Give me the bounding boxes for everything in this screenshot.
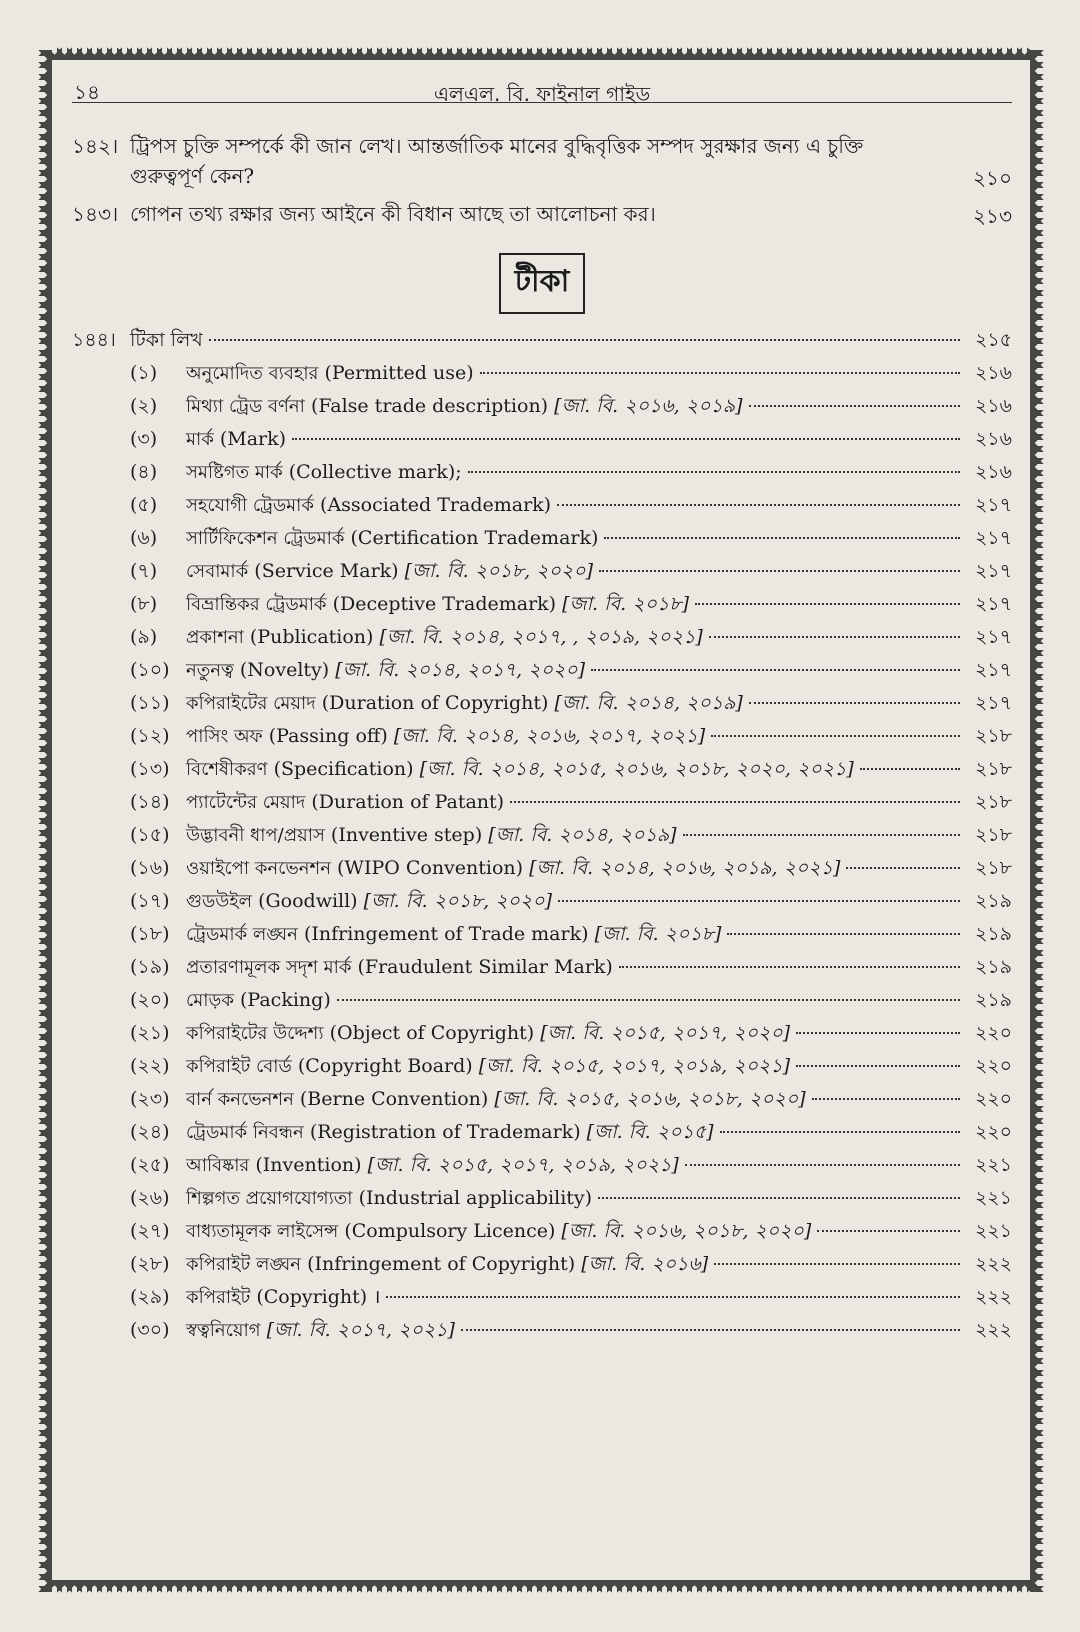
tika-item-row bbox=[72, 951, 1012, 984]
item-index: (২২) bbox=[130, 1055, 170, 1077]
item-label bbox=[186, 687, 743, 720]
decorative-border-left bbox=[36, 50, 52, 1592]
item-exam-years: [জা. বি. ২০১৫, ২০১৭, ২০১৯, ২০২১] bbox=[367, 1154, 679, 1176]
dot-leader bbox=[817, 1230, 960, 1232]
question-text: গোপন তথ্য রক্ষার জন্য আইনে কী বিধান আছে তা আলোচনা কর। bbox=[130, 202, 656, 226]
item-bengali-term: মোড়ক bbox=[186, 990, 234, 1011]
item-label bbox=[186, 1083, 806, 1116]
dot-leader bbox=[714, 1263, 960, 1265]
item-page: ২১৯ bbox=[974, 956, 1012, 978]
dot-leader bbox=[846, 867, 960, 869]
item-english-term: (Service Mark) bbox=[254, 560, 399, 582]
tika-item-row bbox=[72, 1248, 1012, 1281]
item-page: ২১৮ bbox=[974, 824, 1012, 846]
item-bengali-term: স্বত্বনিয়োগ bbox=[186, 1320, 261, 1341]
tika-item-row bbox=[72, 588, 1012, 621]
dot-leader bbox=[796, 1032, 960, 1034]
item-index: (২০) bbox=[130, 989, 170, 1011]
item-bengali-term: বার্ন কনভেনশন bbox=[186, 1089, 294, 1110]
item-index: (২৮) bbox=[130, 1253, 170, 1275]
item-page: ২১৯ bbox=[974, 923, 1012, 945]
decorative-border-bottom bbox=[52, 1580, 1030, 1596]
dot-leader bbox=[480, 372, 960, 374]
item-index: (১৬) bbox=[130, 857, 170, 879]
dot-leader bbox=[727, 933, 960, 935]
decorative-border-right bbox=[1030, 50, 1046, 1592]
item-label bbox=[186, 819, 677, 852]
tika-item-row bbox=[72, 489, 1012, 522]
tika-item-row bbox=[72, 753, 1012, 786]
item-page: ২২১ bbox=[974, 1187, 1012, 1209]
tika-item-row bbox=[72, 1182, 1012, 1215]
item-english-term: (Passing off) bbox=[268, 725, 388, 747]
item-index: (২৫) bbox=[130, 1154, 170, 1176]
dot-leader bbox=[337, 999, 960, 1001]
item-exam-years: [জা. বি. ২০১৪, ২০১৭, ২০২০] bbox=[335, 659, 586, 681]
item-index: (৫) bbox=[130, 494, 158, 516]
item-bengali-term: বিশেষীকরণ bbox=[186, 759, 268, 780]
item-index: (২৪) bbox=[130, 1121, 170, 1143]
question-number: ১৪৩। bbox=[72, 202, 119, 226]
item-exam-years: [জা. বি. ২০১৭, ২০২১] bbox=[266, 1319, 455, 1341]
question-page: ২১৩ bbox=[973, 204, 1012, 228]
tika-item-row bbox=[72, 720, 1012, 753]
item-index: (১) bbox=[130, 362, 158, 384]
item-index: (৮) bbox=[130, 593, 158, 615]
item-bengali-term: অনুমোদিত ব্যবহার bbox=[186, 363, 319, 384]
dot-leader bbox=[468, 471, 960, 473]
item-english-term: (WIPO Convention) bbox=[337, 857, 524, 879]
item-english-term: (Novelty) bbox=[239, 659, 330, 681]
dot-leader bbox=[386, 1296, 960, 1298]
item-english-term: (Berne Convention) bbox=[299, 1088, 489, 1110]
dot-leader bbox=[619, 966, 960, 968]
item-index: (১৮) bbox=[130, 923, 170, 945]
tika-item-row bbox=[72, 852, 1012, 885]
item-bengali-term: কপিরাইটের মেয়াদ bbox=[186, 693, 316, 714]
item-page: ২২১ bbox=[974, 1154, 1012, 1176]
item-index: (২১) bbox=[130, 1022, 170, 1044]
item-page: ২২০ bbox=[974, 1121, 1012, 1143]
item-english-term: (Object of Copyright) bbox=[329, 1022, 535, 1044]
item-page: ২১৭ bbox=[974, 626, 1012, 648]
item-page: ২২০ bbox=[974, 1088, 1012, 1110]
item-english-term: (Goodwill) bbox=[258, 890, 358, 912]
item-exam-years: [জা. বি. ২০১৪, ২০১৯] bbox=[488, 824, 677, 846]
item-bengali-term: প্রতারণামূলক সদৃশ মার্ক bbox=[186, 957, 352, 978]
tika-item-row bbox=[72, 1017, 1012, 1050]
dot-leader bbox=[604, 537, 960, 539]
item-page: ২১৬ bbox=[974, 395, 1012, 417]
item-exam-years: [জা. বি. ২০১৬] bbox=[581, 1253, 709, 1275]
item-index: (৪) bbox=[130, 461, 158, 483]
item-label bbox=[186, 456, 462, 489]
item-exam-years: [জা. বি. ২০১৮] bbox=[562, 593, 690, 615]
item-label bbox=[186, 753, 854, 786]
running-header bbox=[72, 62, 1012, 106]
section-title: টীকা bbox=[499, 253, 586, 314]
tika-item-row bbox=[72, 687, 1012, 720]
heading-text: টিকা লিখ bbox=[130, 329, 203, 351]
item-index: (১১) bbox=[130, 692, 170, 714]
dot-leader bbox=[685, 1164, 960, 1166]
section-heading-box bbox=[72, 253, 1012, 314]
page-number: ১৪ bbox=[74, 80, 100, 104]
item-exam-years: [জা. বি. ২০১৮] bbox=[594, 923, 722, 945]
item-bengali-term: প্রকাশনা bbox=[186, 627, 244, 648]
tika-list bbox=[72, 357, 1012, 1347]
item-english-term: (Copyright) । bbox=[256, 1286, 381, 1308]
item-label bbox=[186, 423, 286, 456]
tika-heading-row bbox=[72, 324, 1012, 357]
tika-item-row bbox=[72, 1281, 1012, 1314]
item-page: ২১৭ bbox=[974, 593, 1012, 615]
item-index: (১৯) bbox=[130, 956, 170, 978]
item-english-term: (Infringement of Copyright) bbox=[307, 1253, 576, 1275]
item-label bbox=[186, 522, 598, 555]
tika-item-row bbox=[72, 885, 1012, 918]
item-label bbox=[186, 852, 840, 885]
item-bengali-term: মিথ্যা ট্রেড বর্ণনা bbox=[186, 396, 305, 417]
item-label bbox=[186, 951, 613, 984]
item-exam-years: [জা. বি. ২০১৪, ২০১৬, ২০১৭, ২০২১] bbox=[393, 725, 706, 747]
item-bengali-term: পাসিং অফ bbox=[186, 726, 263, 747]
item-english-term: (Duration of Copyright) bbox=[321, 692, 549, 714]
item-exam-years: [জা. বি. ২০১৫, ২০১৭, ২০১৯, ২০২১] bbox=[478, 1055, 791, 1077]
item-page: ২১৬ bbox=[974, 461, 1012, 483]
item-bengali-term: সহযোগী ট্রেডমার্ক bbox=[186, 495, 314, 516]
item-page: ২১৭ bbox=[974, 527, 1012, 549]
dot-leader bbox=[599, 570, 960, 572]
item-label bbox=[186, 555, 593, 588]
item-index: (১৫) bbox=[130, 824, 170, 846]
item-label bbox=[186, 1116, 714, 1149]
item-bengali-term: সার্টিফিকেশন ট্রেডমার্ক bbox=[186, 528, 345, 549]
item-page: ২১৬ bbox=[974, 362, 1012, 384]
tika-item-row bbox=[72, 1215, 1012, 1248]
item-english-term: (Certification Trademark) bbox=[350, 527, 599, 549]
item-index: (১০) bbox=[130, 659, 170, 681]
item-page: ২১৭ bbox=[974, 692, 1012, 714]
item-page: ২১৮ bbox=[974, 791, 1012, 813]
item-index: (৩০) bbox=[130, 1319, 170, 1341]
item-english-term: (Infringement of Trade mark) bbox=[303, 923, 589, 945]
item-label bbox=[186, 489, 551, 522]
dot-leader bbox=[598, 1197, 960, 1199]
item-page: ২১৭ bbox=[974, 659, 1012, 681]
tika-item-row bbox=[72, 522, 1012, 555]
dot-leader bbox=[591, 669, 960, 671]
item-bengali-term: কপিরাইট bbox=[186, 1287, 251, 1308]
tika-item-row bbox=[72, 1050, 1012, 1083]
item-english-term: (Invention) bbox=[255, 1154, 362, 1176]
item-index: (২৩) bbox=[130, 1088, 170, 1110]
item-english-term: (Copyright Board) bbox=[297, 1055, 473, 1077]
item-exam-years: [জা. বি. ২০১৮, ২০২০] bbox=[363, 890, 553, 912]
item-index: (৬) bbox=[130, 527, 158, 549]
item-index: (৩) bbox=[130, 428, 158, 450]
item-page: ২১৬ bbox=[974, 428, 1012, 450]
item-exam-years: [জা. বি. ২০১৪, ২০১৭, , ২০১৯, ২০২১] bbox=[379, 626, 703, 648]
tika-item-row bbox=[72, 1083, 1012, 1116]
item-bengali-term: কপিরাইটের উদ্দেশ্য bbox=[186, 1023, 324, 1044]
item-page: ২২১ bbox=[974, 1220, 1012, 1242]
dot-leader bbox=[209, 339, 960, 341]
question-number: ১৪২। bbox=[72, 134, 119, 158]
dot-leader bbox=[558, 900, 960, 902]
item-label bbox=[186, 1182, 592, 1215]
item-exam-years: [জা. বি. ২০১৫, ২০১৬, ২০১৮, ২০২০] bbox=[494, 1088, 806, 1110]
item-index: (২) bbox=[130, 395, 158, 417]
item-bengali-term: নতুনত্ব bbox=[186, 660, 234, 681]
dot-leader bbox=[720, 1131, 960, 1133]
item-english-term: (Compulsory Licence) bbox=[344, 1220, 556, 1242]
question-143 bbox=[72, 199, 1012, 231]
item-label bbox=[186, 1215, 811, 1248]
dot-leader bbox=[683, 834, 960, 836]
tika-item-row bbox=[72, 1149, 1012, 1182]
tika-item-row bbox=[72, 819, 1012, 852]
item-english-term: (Permitted use) bbox=[324, 362, 474, 384]
tika-item-row bbox=[72, 357, 1012, 390]
item-bengali-term: বিভ্রান্তিকর ট্রেডমার্ক bbox=[186, 594, 327, 615]
item-label bbox=[186, 1050, 790, 1083]
dot-leader bbox=[812, 1098, 960, 1100]
tika-item-row bbox=[72, 456, 1012, 489]
dot-leader bbox=[711, 735, 960, 737]
question-142 bbox=[72, 131, 1012, 193]
item-index: (২৯) bbox=[130, 1286, 170, 1308]
item-label bbox=[186, 918, 721, 951]
item-label bbox=[186, 654, 585, 687]
item-label bbox=[186, 786, 504, 819]
item-bengali-term: ওয়াইপো কনভেনশন bbox=[186, 858, 331, 879]
dot-leader bbox=[510, 801, 960, 803]
item-label bbox=[186, 621, 703, 654]
item-label bbox=[186, 720, 705, 753]
tika-item-row bbox=[72, 423, 1012, 456]
tika-item-row bbox=[72, 918, 1012, 951]
decorative-border-top bbox=[52, 44, 1030, 60]
item-exam-years: [জা. বি. ২০১৬, ২০১৯] bbox=[554, 395, 743, 417]
item-exam-years: [জা. বি. ২০১৫, ২০১৭, ২০২০] bbox=[540, 1022, 791, 1044]
question-page: ২১০ bbox=[973, 166, 1012, 190]
item-page: ২১৮ bbox=[974, 758, 1012, 780]
dot-leader bbox=[860, 768, 960, 770]
item-bengali-term: গুডউইল bbox=[186, 891, 253, 912]
item-english-term: (Fraudulent Similar Mark) bbox=[357, 956, 613, 978]
item-english-term: (Inventive step) bbox=[330, 824, 483, 846]
item-index: (৭) bbox=[130, 560, 158, 582]
item-exam-years: [জা. বি. ২০১৪, ২০১৯] bbox=[554, 692, 743, 714]
item-english-term: (Specification) bbox=[273, 758, 414, 780]
item-english-term: (Duration of Patant) bbox=[311, 791, 505, 813]
dot-leader bbox=[292, 438, 960, 440]
item-exam-years: [জা. বি. ২০১৪, ২০১৬, ২০১৯, ২০২১] bbox=[529, 857, 841, 879]
item-exam-years: [জা. বি. ২০১৮, ২০২০] bbox=[404, 560, 593, 582]
item-bengali-term: উদ্ভাবনী ধাপ/প্রয়াস bbox=[186, 825, 325, 846]
item-label bbox=[186, 390, 743, 423]
dot-leader bbox=[749, 702, 960, 704]
item-exam-years: [জা. বি. ২০১৪, ২০১৫, ২০১৬, ২০১৮, ২০২০, ২০২১] bbox=[419, 758, 854, 780]
item-bengali-term: কপিরাইট বোর্ড bbox=[186, 1056, 292, 1077]
item-page: ২১৯ bbox=[974, 890, 1012, 912]
item-page: ২১৮ bbox=[974, 857, 1012, 879]
dot-leader bbox=[796, 1065, 960, 1067]
item-page: ২১৭ bbox=[974, 560, 1012, 582]
item-bengali-term: সেবামার্ক bbox=[186, 561, 249, 582]
item-page: ২১৯ bbox=[974, 989, 1012, 1011]
dot-leader bbox=[557, 504, 960, 506]
item-bengali-term: শিল্পগত প্রয়োগযোগ্যতা bbox=[186, 1188, 353, 1209]
item-index: (১৩) bbox=[130, 758, 170, 780]
item-english-term: (Registration of Trademark) bbox=[309, 1121, 581, 1143]
item-index: (৯) bbox=[130, 626, 158, 648]
item-english-term: (Industrial applicability) bbox=[358, 1187, 593, 1209]
item-bengali-term: প্যাটেন্টের মেয়াদ bbox=[186, 792, 306, 813]
item-exam-years: [জা. বি. ২০১৬, ২০১৮, ২০২০] bbox=[561, 1220, 812, 1242]
tika-item-row bbox=[72, 555, 1012, 588]
item-label bbox=[186, 1281, 380, 1314]
item-label bbox=[186, 885, 552, 918]
item-exam-years: [জা. বি. ২০১৫] bbox=[586, 1121, 714, 1143]
item-index: (২৭) bbox=[130, 1220, 170, 1242]
item-page: ২১৭ bbox=[974, 494, 1012, 516]
item-bengali-term: ট্রেডমার্ক নিবন্ধন bbox=[186, 1122, 304, 1143]
item-page: ২২০ bbox=[974, 1022, 1012, 1044]
book-title: এলএল. বি. ফাইনাল গাইড bbox=[433, 82, 651, 106]
item-label bbox=[186, 1314, 455, 1347]
dot-leader bbox=[749, 405, 961, 407]
item-label bbox=[186, 1017, 790, 1050]
item-english-term: (Collective mark); bbox=[288, 461, 462, 483]
item-label bbox=[186, 357, 474, 390]
item-bengali-term: মার্ক bbox=[186, 429, 214, 450]
item-page: ২২২ bbox=[974, 1319, 1012, 1341]
heading-number: ১৪৪। bbox=[72, 329, 116, 351]
tika-item-row bbox=[72, 1314, 1012, 1347]
item-page: ২২২ bbox=[974, 1253, 1012, 1275]
dot-leader bbox=[709, 636, 960, 638]
dot-leader bbox=[695, 603, 960, 605]
item-index: (১৪) bbox=[130, 791, 170, 813]
item-label bbox=[186, 1248, 708, 1281]
tika-item-row bbox=[72, 621, 1012, 654]
item-english-term: (False trade description) bbox=[310, 395, 549, 417]
item-bengali-term: বাধ্যতামূলক লাইসেন্স bbox=[186, 1221, 339, 1242]
item-page: ২২২ bbox=[974, 1286, 1012, 1308]
item-label bbox=[186, 1149, 679, 1182]
item-english-term: (Deceptive Trademark) bbox=[332, 593, 557, 615]
tika-item-row bbox=[72, 1116, 1012, 1149]
item-bengali-term: কপিরাইট লঙ্ঘন bbox=[186, 1254, 302, 1275]
item-page: ২১৮ bbox=[974, 725, 1012, 747]
page-content bbox=[72, 62, 1012, 1347]
heading-page: ২১৫ bbox=[974, 329, 1012, 351]
item-english-term: (Publication) bbox=[249, 626, 374, 648]
tika-item-row bbox=[72, 984, 1012, 1017]
item-bengali-term: আবিষ্কার bbox=[186, 1155, 250, 1176]
item-english-term: (Mark) bbox=[219, 428, 287, 450]
item-index: (২৬) bbox=[130, 1187, 170, 1209]
tika-item-row bbox=[72, 390, 1012, 423]
tika-item-row bbox=[72, 786, 1012, 819]
item-page: ২২০ bbox=[974, 1055, 1012, 1077]
item-label bbox=[186, 588, 689, 621]
item-bengali-term: সমষ্টিগত মার্ক bbox=[186, 462, 283, 483]
item-bengali-term: ট্রেডমার্ক লঙ্ঘন bbox=[186, 924, 298, 945]
item-index: (১৭) bbox=[130, 890, 170, 912]
item-english-term: (Associated Trademark) bbox=[320, 494, 552, 516]
tika-item-row bbox=[72, 654, 1012, 687]
dot-leader bbox=[461, 1329, 960, 1331]
item-index: (১২) bbox=[130, 725, 170, 747]
item-english-term: (Packing) bbox=[240, 989, 331, 1011]
item-label bbox=[186, 984, 331, 1017]
question-text: ট্রিপস চুক্তি সম্পর্কে কী জান লেখ। আন্তর্জাতিক মানের বুদ্ধিবৃত্তিক সম্পদ সুরক্ষার জন্য এ চুক্তি গুরুত্বপূর্ণ কেন? bbox=[130, 134, 864, 188]
